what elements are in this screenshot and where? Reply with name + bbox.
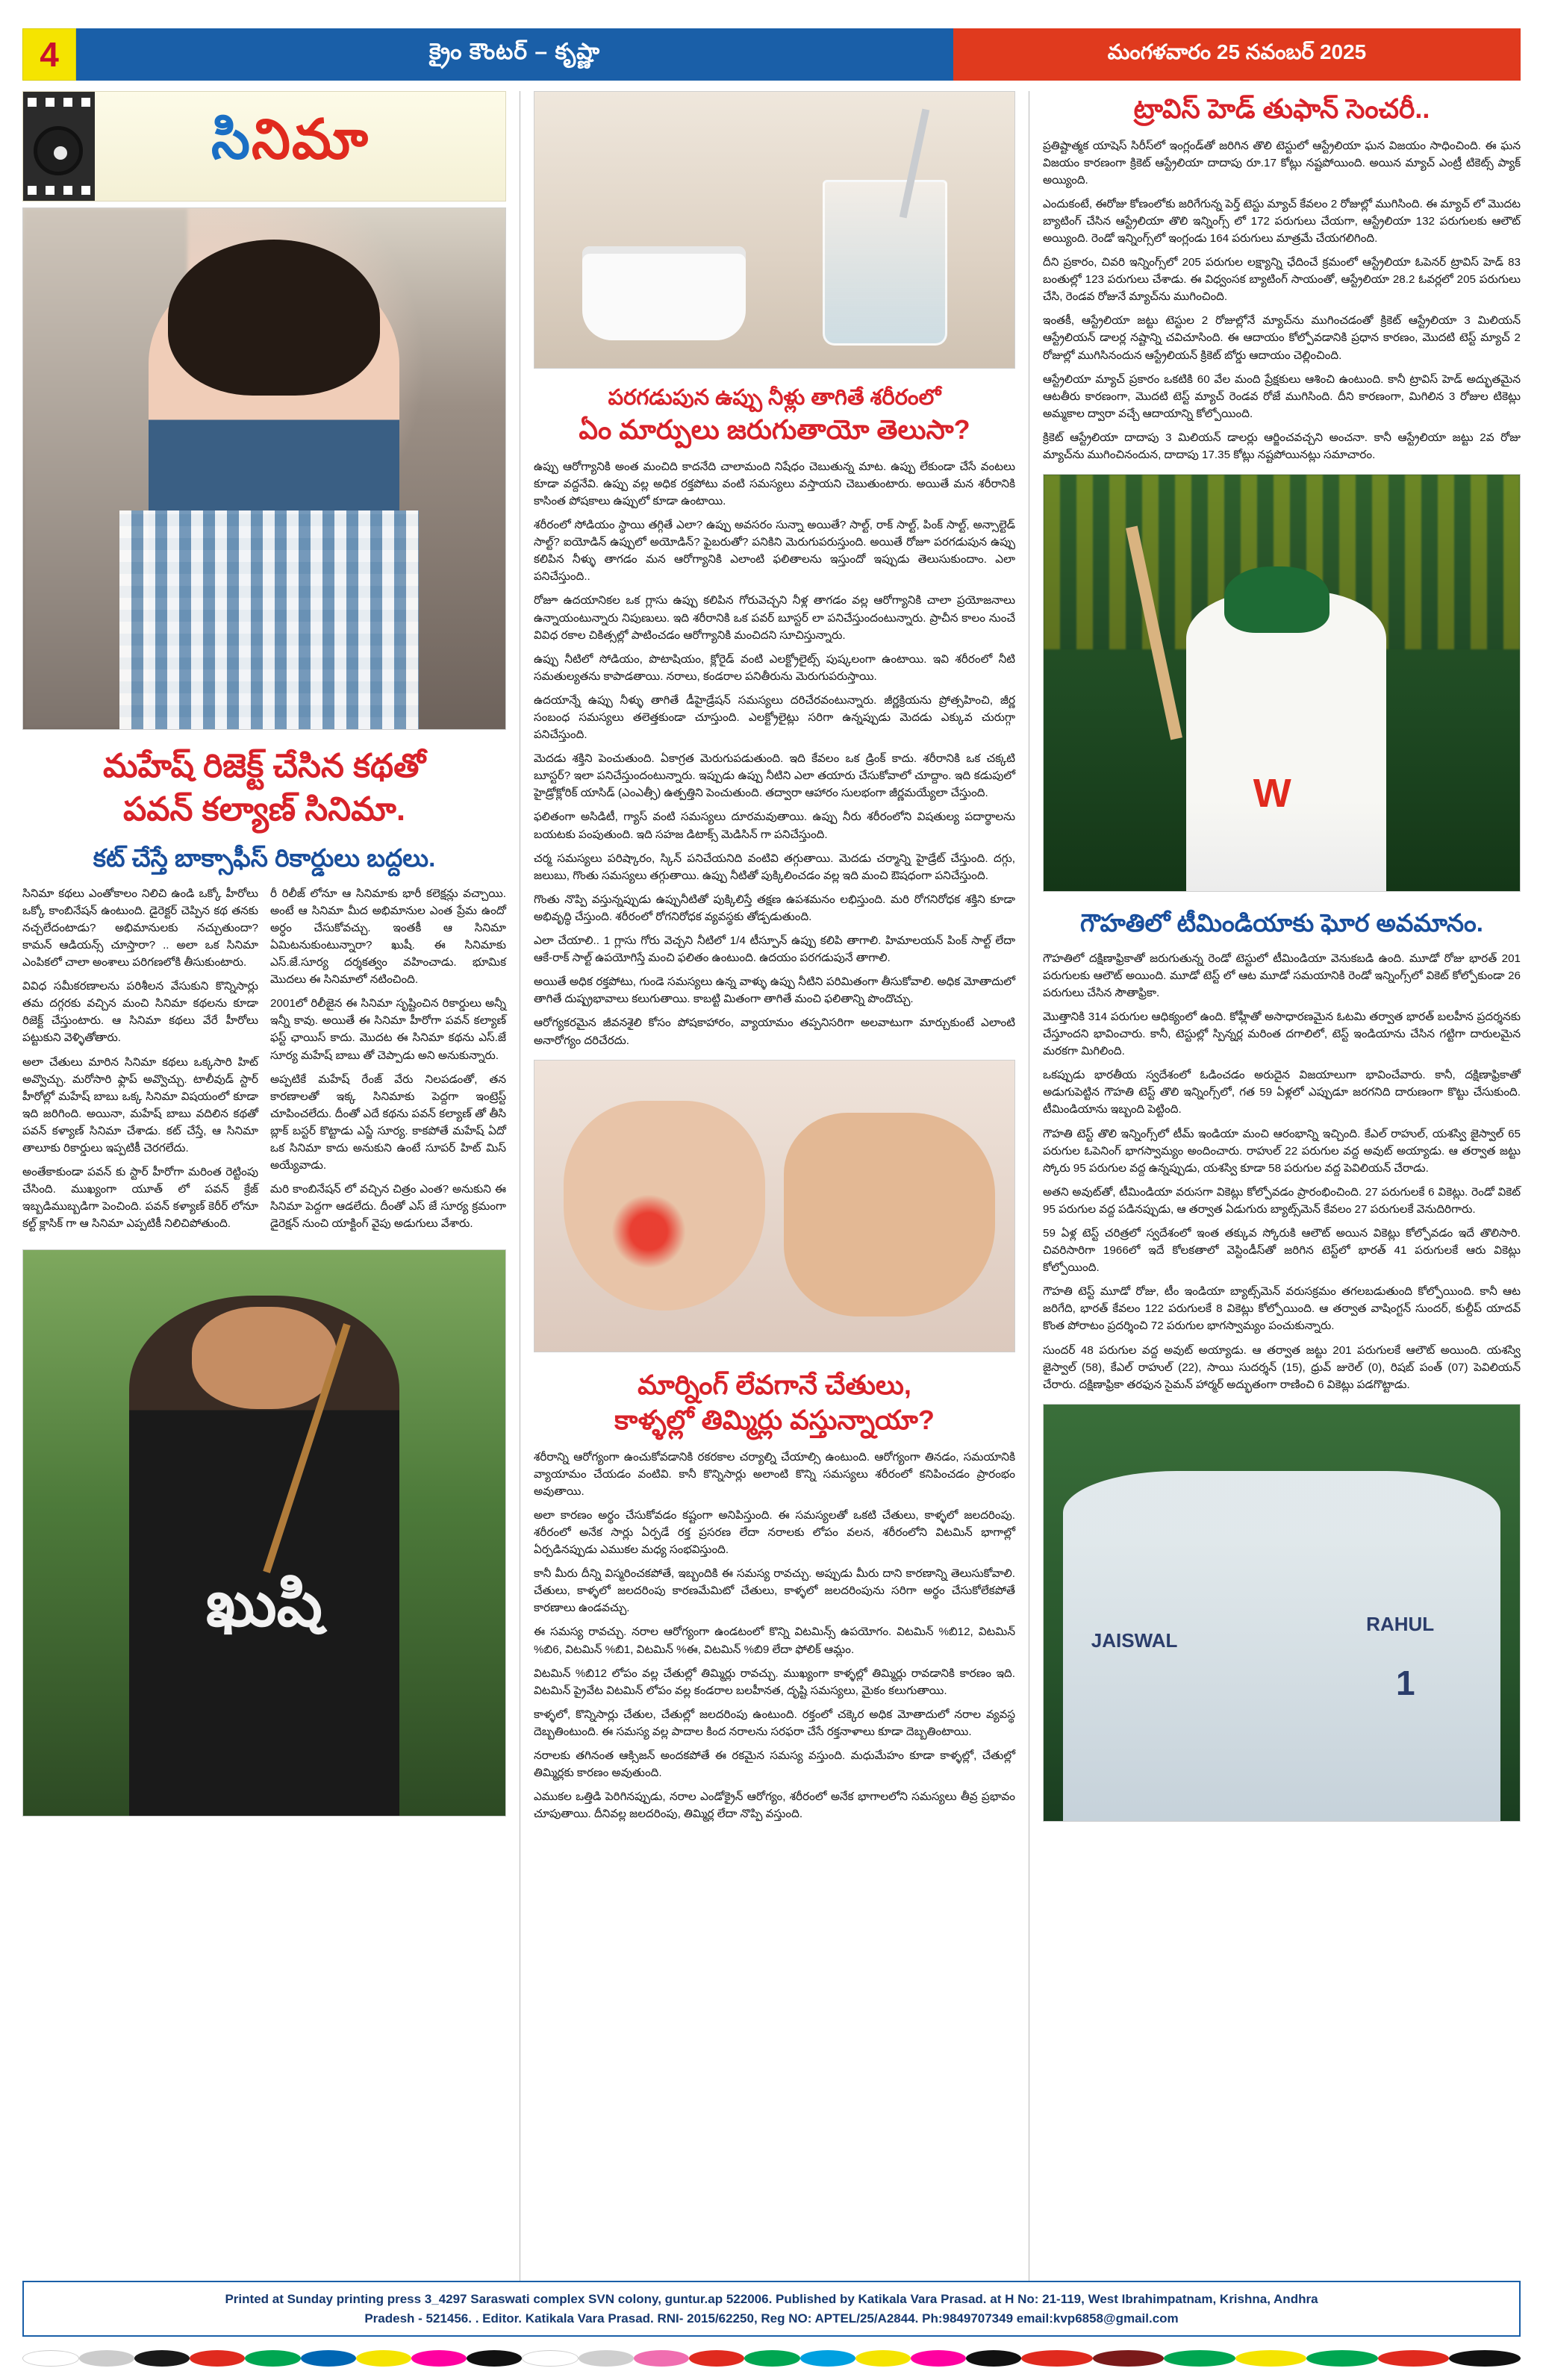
paragraph: అతని అవుట్‌తో, టీమిండియా వరుసగా వికెట్లు కోల్పోవడం ప్రారంభించింది. 27 పరుగులకే 6 వికెట్లు. రెండో వికెట్ 95 పరుగుల వద్ద పడినప్పుడు, ఆ తర్వాత ఏడుగురు బ్యాట్స్‌మెన్ కేవలం 27 పరుగులకే వెనుదిరిగారు. — [1043, 1185, 1521, 1216]
color-swatch — [301, 2350, 356, 2367]
color-swatch — [1093, 2350, 1165, 2367]
paragraph: ఈ సమస్య రావచ్చు. నరాల ఆరోగ్యంగా ఉండటంలో కొన్ని విటమిన్స్ ఉపయోగం. విటమిన్ %బి12, విటమిన్ %బి6, విటమిన్ %బి1, విటమిన్ %ఈ, విటమిన్ %బి9 లేదా ఫోలిక్ ఆమ్లం. — [534, 1625, 1015, 1656]
masthead-date: మంగళవారం 25 నవంబర్ 2025 — [953, 28, 1521, 81]
paragraph: ఆస్ట్రేలియా మ్యాచ్ ప్రకారం ఒకటికి 60 వేల మంది ప్రేక్షకులు ఆశించి ఉంటుంది. కానీ ట్రావిస్ హెడ్ అద్భుతమైన ఆటతీరు కారణంగా, మొదటి టెస్ట్ మ్యాచ్ రెండవ రోజే ముగిసింది. దీని కారణంగా, మిగిలిన 3 రోజుల టికెట్లు అమ్మకాల ద్వారా వచ్చే ఆదాయాన్ని కోల్పోయింది. — [1043, 372, 1521, 420]
paragraph: విటమిన్ %బి12 లోపం వల్ల చేతుల్లో తిమ్మిర్లు రావచ్చు. ముఖ్యంగా కాళ్ళల్లో తిమ్మిర్లు రావడానికి కారణం ఇది. విటమిన్ ప్రైవేట విటమిన్ లోపం వల్ల కండరాల బలహీనత, దృష్టి సమస్యలు, మైకం కలుగుతాయి. — [534, 1667, 1015, 1697]
color-swatch — [467, 2350, 522, 2367]
paragraph: అప్పటికే మహేష్ రేంజ్ వేరు నిలపడంతో, తన కారణాలతో ఇక్క సినిమాకు పెద్దగా ఇంట్రెస్ట్ చూపించలేదు. దీంతో ఎదే కథను పవన్ కల్యాణ్ తో తీసి బ్లాక్ బస్టర్ కొట్టాడు ఎస్జే సూర్య. కాకపోతే మహేష్ ఏదో ఒక సినిమా కాదు అనుకుని ఉంటే సూపర్ హిట్ మిస్ అయ్యేవాడు. — [270, 1072, 506, 1172]
paragraph: ఇంతకీ, ఆస్ట్రేలియా జట్టు టెస్టుల 2 రోజుల్లోనే మ్యాచ్‌ను ముగించడంతో క్రికెట్ ఆస్ట్రేలియా 3 మిలియన్ ఆస్ట్రేలియన్ డాలర్ల నష్టాన్ని చవిచూసింది. ఈ ఆదాయం కోల్పోవడానికి ప్రధాన కారణం, మొదటి టెస్ట్ మ్యాచ్ 2 రోజుల్లో ముగిసినందున ఆస్ట్రేలియన్ క్రికెట్ బోర్డు ఆదాయం చెల్లించింది. — [1043, 314, 1521, 362]
paragraph: ఎముకల ఒత్తిడి పెరిగినప్పుడు, నరాల ఎండోక్రైన్ ఆరోగ్యం, శరీరంలో అనేక భాగాలలోని సమస్యలు తీవ్ర ప్రభావం చూపుతాయి. దీనివల్ల జలదరింపు, తిమ్మిర్ల లేదా నొప్పి వస్తుంది. — [534, 1790, 1015, 1821]
pain-highlight — [611, 1194, 686, 1269]
cinema-logo-part1: సి — [211, 108, 252, 170]
color-swatch — [134, 2350, 190, 2367]
color-swatch — [245, 2350, 300, 2367]
color-swatch — [1378, 2350, 1450, 2367]
print-color-calibration-bar — [22, 2349, 1521, 2368]
paragraph: ఎందుకంటే, ఈరోజు కోణంలోకు జరిగేగున్న పెర్త్ టెస్టు మ్యాచ్ కేవలం 2 రోజుల్లో ముగిసింది. ఈ మ్యాచ్ లో మొదట బ్యాటింగ్ చేసిన ఆస్ట్రేలియా తొలి ఇన్నింగ్స్ లో 172 పరుగులు చేయగా, ఆస్ట్రేలియా 132 పరుగులకు ఆలౌట్ అయ్యింది. రెండో ఇన్నింగ్స్‌లో ఇంగ్లండు 164 పరుగులు మాత్రమే చేయగలిగింది. — [1043, 197, 1521, 245]
paragraph: ఎలా చేయాలి.. 1 గ్లాసు గోరు వెచ్చని నీటిలో 1/4 టీస్పూన్ ఉప్పు కలిపి తాగాలి. హిమాలయన్ పింక్ సాల్ట్ లేదా ఆకే-రాక్ సాల్ట్ ఉపయోగిస్తే మంచి ఫలితం ఉంటుంది. ఉదయం పరగడుపునే తాగాలి. — [534, 934, 1015, 965]
color-swatch-group-left — [22, 2349, 522, 2368]
col2-article2-body — [534, 1449, 1015, 1823]
paragraph: రీ రిలీజ్ లోనూ ఆ సినిమాకు భారీ కలెక్షన్లు వచ్చాయి. అంటే ఆ సినిమా మీద అభిమానుల ఎంత ప్రేమ ఉందో అర్ధం చేసుకోవచ్చు. ఇంతకీ ఆ సినిమా ఏమిటనుకుంటున్నారా? ఖుషీ. ఈ సినిమాకు ఎస్.జే.సూర్య దర్శకత్వం వహించాడు. భూమిక మొదలు ఈ సినిమాలో నటించింది. — [270, 887, 506, 987]
paragraph: ఉప్పు నీటిలో సోడియం, పొటాషియం, క్లోరైడ్ వంటి ఎలక్ట్రోలైట్స్ పుష్కలంగా ఉంటాయి. ఇవి శరీరంలో నీటి సమతుల్యతను కాపాడతాయి. నరాలు, కండరాల పనితీరును మెరుగుపరుస్తాయి. — [534, 652, 1015, 683]
team-india-photo — [1043, 1404, 1521, 1822]
footer-line-1: Printed at Sunday printing press 3_4297 Saraswati complex SVN colony, guntur.ap 522006. Published by Katikala Vara Prasad. at H No: 21-119, West Ibrahimpatnam, Krishna, Andhra — [225, 2292, 1318, 2306]
paragraph: అలా చేతులు మారిన సినిమా కథలు ఒక్కసారి హిట్ అవ్వొచ్చు. మరోసారి ఫ్లాప్ అవ్వొచ్చు. టాలీవుడ్ స్టార్ హీరోల్లో మహేష్ బాబు ఒక్క సినిమా విషయంలో కూడా ఇది జరిగింది. అయినా, మహేష్ బాబు వదిలిన కథతో పవన్ కళ్యాణ్ సినిమా చేశాడు. కట్ చేస్తే, ఆ సినిమా తాలూకు రికార్డులు ఇప్పటికీ చెరగలేదు. — [22, 1055, 258, 1155]
paragraph: క్రికెట్ ఆస్ట్రేలియా దాదాపు 3 మిలియన్ డాలర్లు ఆర్జించవచ్చని అంచనా. కానీ ఆస్ట్రేలియా జట్టు 2వ రోజు మ్యాచ్‌ను ముగించినందున, దాదాపు 17.35 కోట్లు నష్టపోయినట్లు సమాచారం. — [1043, 431, 1521, 462]
footer-line-2: Pradesh - 521456. . Editor. Katikala Vara Prasad. RNI- 2015/62250, Reg NO: APTEL/25/A2844. Ph:9849707349 email:kvp6858@gmail.com — [364, 2311, 1179, 2326]
color-swatch — [744, 2350, 799, 2367]
page-number: 4 — [22, 28, 76, 81]
film-reel-icon — [34, 126, 83, 175]
color-swatch — [911, 2350, 966, 2367]
masthead-section-title: క్రైం కౌంటర్ – కృష్ణా — [76, 28, 953, 81]
color-swatch — [22, 2350, 79, 2367]
paragraph: అలా కారణం అర్థం చేసుకోవడం కష్టంగా అనిపిస్తుంది. ఈ సమస్యలతో ఒకటి చేతులు, కాళ్ళలో జలదరింపు. శరీరంలో అనేక సార్లు ఏర్పడే రక్త ప్రసరణ లేదా నరాలకు లోపం వలన, శరీరంలోని విటమిన్ భాగాల్లో ఏర్పడినప్పుడు ఎముకల మధ్య సంభవిస్తుంది. — [534, 1508, 1015, 1557]
photo-subject-face — [192, 1307, 337, 1408]
color-swatch — [579, 2350, 634, 2367]
color-swatch — [411, 2350, 467, 2367]
paragraph: గౌహతి టెస్ట్ మూడో రోజు, టీం ఇండియా బ్యాట్స్‌మెన్ వరుసక్రమం తగలబడుతుంది కోల్పోయింది. కానీ ఆట జరిగేది, భారత్ కేవలం 122 పరుగులకే 8 వికెట్లు కోల్పోయింది. ఆ తర్వాత వాషింగ్టన్ సుందర్, కుల్దీప్ యాదవ్ కొంత పోరాటం ప్రదర్శించి 72 పరుగుల భాగస్వామ్యం పంచుకున్నారు. — [1043, 1285, 1521, 1333]
color-swatch — [689, 2350, 744, 2367]
salt-bowl — [582, 246, 746, 340]
feet-numbness-photo — [534, 1060, 1015, 1352]
col2-headline-line1: పరగడుపున ఉప్పు నీళ్లు తాగితే శరీరంలో — [608, 386, 941, 410]
travis-head-photo — [1043, 474, 1521, 892]
newspaper-page-body — [22, 91, 1521, 2290]
cinema-section-logo — [22, 91, 506, 202]
water-glass — [823, 180, 947, 346]
col2-article-body — [534, 458, 1015, 1049]
paragraph: శరీరంలో సోడియం స్థాయి తగ్గితే ఎలా? ఉప్పు అవసరం సున్నా అయితే? సాల్ట్, రాక్ సాల్ట్, పింక్ సాల్ట్, అన్సాల్టెడ్ సాల్ట్? ఐయోడిన్ ఉప్పులో అయోడిన్? ఫైబరుతో? పనికిని మెరుగుపరుస్తుంది. అయితే రోజూ పరగడుపున ఉప్పు కలిపిన నీళ్ళు తాగడం మన ఆరోగ్యానికి ఎలాంటి ఫలితాలను ఇస్తుందో ఇప్పుడు తెలుసుకుందాం. ఎలా పనిచేస్తుంది.. — [534, 519, 1015, 584]
sponsor-logo: W — [1253, 770, 1291, 816]
masthead — [22, 28, 1521, 81]
actress-portrait-photo — [22, 207, 506, 730]
color-swatch — [1449, 2350, 1521, 2367]
paragraph: గౌహతిలో దక్షిణాఫ్రికాతో జరుగుతున్న రెండో టెస్టులో టీమిండియా వెనుకబడి ఉంది. మూడో రోజు భారత్ 201 పరుగులకు ఆలౌట్ అయింది. మూడో టెస్ట్ లో ఆట మూడో సమయానికి రెండో ఇన్నింగ్స్‌లో వికెట్ కోల్పోకుండా 26 పరుగులు చేసిన సౌతాఫ్రికా. — [1043, 952, 1521, 999]
jersey-name-right: RAHUL — [1366, 1612, 1435, 1635]
color-swatch — [190, 2350, 245, 2367]
column-1 — [22, 91, 506, 2290]
paragraph: ప్రతిష్టాత్మక యాషెస్ సిరీస్‌లో ఇంగ్లండ్‌తో జరిగిన తొలి టెస్టులో ఆస్ట్రేలియా ఘన విజయం సాధించింది. ఈ ఘన విజయం కారణంగా క్రికెట్ ఆస్ట్రేలియా దాదాపు రూ.17 కోట్లు నష్టపోయింది. అయిన మ్యాచ్ ఎంట్రీ టికెట్స్ ప్యాక్ అయ్యింది. — [1043, 139, 1521, 187]
color-swatch — [1306, 2350, 1378, 2367]
paragraph: ఫలితంగా అసిడిటీ, గ్యాస్ వంటి సమస్యలు దూరమవుతాయి. ఉప్పు నీరు శరీరంలోని విషతుల్య పదార్థాలను బయటకు పంపుతుంది. ఇది సహజ డిటాక్స్ మెడిసిన్ గా పనిచేస్తుంది. — [534, 810, 1015, 841]
column-3 — [1043, 91, 1521, 2290]
pawan-kalyan-poster-photo — [22, 1249, 506, 1817]
color-swatch — [79, 2350, 134, 2367]
color-swatch — [1164, 2350, 1235, 2367]
col3-headline2: గౌహతిలో టీమిండియాకు ఘోర అవమానం. — [1080, 909, 1483, 937]
paragraph: మొత్తానికి 314 పరుగుల ఆధిక్యంలో ఉంది. కోహ్లీతో అసాధారణమైన ఓటమి తర్వాత భారత్ బలహీన ప్రదర్శనకు చేస్తూందని భావించారు. కానీ, టెస్టుల్లో స్పిన్నర్ల మరింత దగాలిలో, టెస్ట్ ఇండియాను చేసిన గట్టిగా దారులమైన మరకగా మిగిలింది. — [1043, 1010, 1521, 1058]
paragraph: అంతేకాకుండా పవన్ కు స్టార్ హీరోగా మరింత రెట్టింపు చేసింది. ముఖ్యంగా యూత్ లో పవన్ క్రేజ్ ఇబ్బడిముబ్బడిగా పెంచింది. పవన్ కళ్యాణ్ కెరీర్ లోనూ కల్ట్ క్లాసిక్ గా ఆ సినిమా ఎప్పటికీ నిలిచిపోతుంది. — [22, 1166, 258, 1231]
paragraph: గౌహతి టెస్ట్ తొలి ఇన్నింగ్స్‌లో టీమ్ ఇండియా మంచి ఆరంభాన్ని ఇచ్చింది. కేఎల్ రాహుల్, యశస్వి జైస్వాల్ 65 పరుగుల ఓపెనింగ్ భాగస్వామ్యం అందించారు. రాహుల్ 22 పరుగుల వద్ద అవుట్ అయ్యాడు. ఆ తర్వాత జట్టు స్కోరు 95 పరుగుల వద్ద ఉన్నప్పుడు, యశస్వి కూడా 58 పరుగుల వద్ద పెవిలియన్ చేరాడు. — [1043, 1127, 1521, 1175]
color-swatch-group-right — [1021, 2349, 1521, 2368]
color-swatch — [855, 2350, 911, 2367]
paragraph: దీని ప్రకారం, చివరి ఇన్నింగ్స్‌లో 205 పరుగుల లక్ష్యాన్ని ఛేదించే క్రమంలో ఆస్ట్రేలియా ఓపెనర్ ట్రావిస్ హెడ్ 83 బంతుల్లో 123 పరుగులు చేశాడు. ఈ విధ్వంసక బ్యాటింగ్ సాయంతో, ఆస్ట్రేలియా 28.2 ఓవర్లలో 205 పరుగులు చేసి, రెండవ రోజునే మ్యాచ్‌ను ముగించింది. — [1043, 256, 1521, 304]
paragraph: వివిధ సమీకరణాలను పరిశీలన వేసుకుని కొన్నిసార్లు తమ దగ్గరకు వచ్చిన మంచి సినిమా కథలను కూడా రిజెక్ట్ చేస్తుంటారు. ఆ సినిమా కథలు వేరే హీరోలు పట్టుకుని వెళ్ళితోతారు. — [22, 980, 258, 1045]
color-swatch-group-middle — [522, 2349, 1021, 2368]
color-swatch — [1235, 2350, 1307, 2367]
col1-article-body — [22, 885, 506, 1240]
tshirt-text: ఖుషి — [205, 1567, 322, 1640]
color-swatch — [800, 2350, 855, 2367]
color-swatch — [634, 2350, 689, 2367]
paragraph: మెదడు శక్తిని పెంచుతుంది. ఏకాగ్రత మెరుగుపడుతుంది. ఇది కేవలం ఒక డ్రింక్ కాదు. శరీరానికి ఒక చక్కటి బూస్టర్? ఇలా పనిచేస్తుందంటున్నారు. ఇప్పుడు ఉప్పు నీటిని ఎలా తయారు చేసుకోవాలో చూద్దాం. ఇది కడుపులో హైడ్రోక్లోరిక్ యాసిడ్ (ఎంఎత్సీ) ఉత్పత్తిని పెంచుతుంది. తద్వారా ఆహారం సులభంగా జీర్ణమయ్యేలా చేస్తుంది. — [534, 752, 1015, 800]
col1-headline-line1: మహేష్ రిజెక్ట్ చేసిన కథతో — [102, 748, 426, 784]
paragraph: ఒకప్పుడు భారతీయ స్వదేశంలో ఓడించడం అరుదైన విజయాలుగా భావించేవారు. కానీ, దక్షిణాఫ్రికాతో అడుగుపెట్టిన గౌహతి టెస్ట్ తొలి ఇన్నింగ్స్‌లో, గత 59 ఏళ్లలో ఎప్పుడూ జరగనిది దారుణంగా కొట్టు చేసుకుంది. టీమిండియాను ఇబ్బంది పెట్టింది. — [1043, 1069, 1521, 1116]
paragraph: కాళ్ళలో, కొన్నిసార్లు చేతుల, చేతుల్లో జలదరింపు ఉంటుంది. రక్తంలో చక్కెర అధిక మోతాదులో నరాల వ్యవస్థ దెబ్బతింటుంది. ఈ సమస్య వల్ల పాదాల కింద నరాలను సరఫరా చేసే రక్తనాళాలు కూడా దెబ్బతింటాయి. — [534, 1708, 1015, 1738]
column-2 — [534, 91, 1015, 2290]
paragraph: ఆరోగ్యకరమైన జీవనశైలి కోసం పోషకాహారం, వ్యాయామం తప్పనిసరిగా అలవాటుగా మార్చుకుంటే ఎలాంటి అనారోగ్యం దరిచేరదు. — [534, 1016, 1015, 1047]
paragraph: గొంతు నొప్పి వస్తున్నప్పుడు ఉప్పునీటితో పుక్కిలిస్తే తక్షణ ఉపశమనం లభిస్తుంది. మరి రోగనిరోధక శక్తిని కూడా అభివృద్ధి చేస్తుంది. శరీరంలో రోగనిరోధక వ్యవస్థకు తోడ్పడుతుంది. — [534, 893, 1015, 923]
paragraph: సుందర్ 48 పరుగుల వద్ద అవుట్ అయ్యాడు. ఆ తర్వాత జట్టు 201 పరుగులకే ఆలౌట్ అయింది. యశస్వి జైస్వాల్ (58), కేఎల్ రాహుల్ (22), సాయి సుదర్శన్ (15), ధ్రువ్ జురెల్ (0), రిషబ్ పంత్ (07) పెవిలియన్ చేరారు. దక్షిణాఫ్రికా తరఫున సైమన్ హార్మర్ అద్భుతంగా రాణించి 6 వికెట్లు పడగొట్టాడు. — [1043, 1343, 1521, 1391]
paragraph: శరీరాన్ని ఆరోగ్యంగా ఉంచుకోవడానికి రకరకాల చర్యాల్ని చేయాల్సి ఉంటుంది. ఆరోగ్యంగా తినడం, సమయానికి వ్యాయామం చేయడం వంటివి. కానీ కొన్నిసార్లు అలాంటి కొన్ని సమస్యలు శరీరంలో కనిపించడం ప్రారంభం అవుతాయి. — [534, 1450, 1015, 1498]
col2-headline2-line2: కాళ్ళల్లో తిమ్మిర్లు వస్తున్నాయా? — [614, 1405, 935, 1436]
paragraph: అయితే అధిక రక్తపోటు, గుండె సమస్యలు ఉన్న వాళ్ళు ఉప్పు నీటిని పరిమితంగా తీసుకోవాలి. అధిక మోతాదులో తాగితే దుష్ప్రభావాలు కలుగుతాయి. కాబట్టి మితంగా తాగితే మంచి ఫలితాన్ని పొందొచ్చు. — [534, 975, 1015, 1006]
col2-headline-line2: ఏం మార్పులు జరుగుతాయో తెలుసా? — [579, 414, 970, 446]
paragraph: ఉప్పు ఆరోగ్యానికి అంత మంచిది కాదనేది చాలామంది నిషేధం చెబుతున్న మాట. ఉప్పు లేకుండా చేసే వంటలు కూడా వద్దనేవి. ఉప్పు వల్ల అధిక రక్తపోటు వంటి సమస్యలు వస్తాయని చెబుతుంటారు. అయితే మన శరీరానికి కాసింత పోషకాలు ఉప్పులో కూడా ఉంటాయి. — [534, 460, 1015, 507]
paragraph: కానీ మీరు దీన్ని విస్మరించకపోతే, ఇబ్బందికి ఈ సమస్య రావచ్చు. అప్పుడు మీరు దాని కారణాన్ని తెలుసుకోవాలి. చేతులు, కాళ్ళలో జలదరింపు కారణమేమిటో చేతులు, కాళ్ళలో జలదరింపును సరిగా అర్థం చేసుకోలేకపోతే కారణాలు ఉండవచ్చు. — [534, 1567, 1015, 1615]
hands-illustration — [784, 1113, 995, 1317]
paragraph: మరి కాంబినేషన్ లో వచ్చిన చిత్రం ఎంత? అనుకుని ఈ సినిమా పెద్దగా ఆడలేదు. దీంతో ఎస్ జే సూర్య క్రమంగా డైరెక్షన్ నుంచి యాక్టింగ్ వైపు అడుగులు వేశారు. — [270, 1183, 506, 1231]
col3-article1-body — [1043, 137, 1521, 464]
paragraph: ఉదయాన్నే ఉప్పు నీళ్ళు తాగితే డీహైడ్రేషన్ సమస్యలు దరిచేరవంటున్నారు. జీర్ణక్రియను ప్రోత్సహించి, జీర్ణ సంబంధ సమస్యలు తలెత్తకుండా చూస్తుంది. ఎలక్ట్రోలైట్లు సరిగా ఉన్నప్పుడు మెదడు ఎక్కువ చురుగ్గా పనిచేస్తుంది. — [534, 693, 1015, 742]
cricketer-figure — [1186, 591, 1386, 891]
paragraph: నరాలకు తగినంత ఆక్సిజన్ అందకపోతే ఈ రకమైన సమస్య వస్తుంది. మధుమేహం కూడా కాళ్ళల్లో, చేతుల్లో తిమ్మిర్లకు కారణం అవుతుంది. — [534, 1749, 1015, 1780]
col3-headline1: ట్రావిస్ హెడ్ తుఫాన్ సెంచరీ.. — [1133, 93, 1430, 124]
col3-article2-body — [1043, 950, 1521, 1393]
col2-headline2-line1: మార్నింగ్ లేవగానే చేతులు, — [638, 1369, 911, 1400]
paragraph: 59 ఏళ్ల టెస్ట్ చరిత్రలో స్వదేశంలో ఇంత తక్కువ స్కోరుకి ఆలౌట్ అయిన వికెట్లు కోల్పోవడం ఇదే తొలిసారి. చివరిసారిగా 1966లో ఇదే కోలకతాలో వెస్టిండీస్‌తో జరిగిన టెస్ట్‌లో భారత్ 41 పరుగులకే ఆరు వికెట్లు కోల్పోయింది. — [1043, 1226, 1521, 1275]
color-swatch — [966, 2350, 1021, 2367]
paragraph: చర్మ సమస్యలు పరిష్కారం, స్కిన్ పనిచేయనిది వంటివి తగ్గుతాయి. మెదడు చర్మాన్ని హైడ్రేట్ చేస్తుంది. దగ్గు, జలుబు, గొంతు సమస్యలు తగ్గుతాయి. ఉప్పు నీటితో పుక్కిలించడం వల్ల ఇది మంచి ఔషధంగా పనిచేస్తుంది. — [534, 852, 1015, 882]
jersey-name-left: JAISWAL — [1091, 1629, 1178, 1652]
helmet-icon — [1224, 566, 1329, 633]
color-swatch — [522, 2350, 579, 2367]
cinema-logo-part2: నిమా — [251, 108, 370, 170]
col1-subheadline: కట్ చేస్తే బాక్సాఫీస్ రికార్డులు బద్దలు. — [93, 844, 436, 872]
col1-headline-line2: పవన్ కల్యాణ్ సినిమా. — [122, 791, 406, 828]
color-swatch — [356, 2350, 411, 2367]
salt-water-photo — [534, 91, 1015, 369]
color-swatch — [1021, 2350, 1093, 2367]
paragraph: సినిమా కథలు ఎంతోకాలం నిలిచి ఉండి ఒక్కో హీరోలు ఒక్కో కాంబినేషన్ ఉంటుంది. డైరెక్టర్ చెప్పిన కథ తనకు నచ్చలేదంటాడు? అభిమానులకు నచ్చుతుందా? కామన్ ఆడియన్స్ చూస్తారా? .. అలా ఒక సినిమా ఎంపికలో చాలా అంశాలు పరిగణలోకి తీసుకుంటారు. — [22, 887, 258, 969]
paragraph: 2001లో రిలీజైన ఈ సినిమా సృష్టించిన రికార్డులు అన్నీ ఇన్నీ కావు. అయితే ఈ సినిమా హీరోగా పవన్ కల్యాణ్ ఫస్ట్ ఛాయిస్ కాదు. మొదట ఈ సినిమా కథను ఎస్.జే సూర్య మహేష్ బాబు తో చెప్పాడు అని అనుకున్నారు. — [270, 997, 506, 1062]
photo-subject-shirt — [119, 510, 419, 729]
photo-subject-hair — [168, 240, 380, 396]
jersey-number: 1 — [1396, 1663, 1415, 1702]
footer-imprint — [22, 2281, 1521, 2337]
paragraph: రోజూ ఉదయానికల ఒక గ్లాసు ఉప్పు కలిపిన గోరువెచ్చని నీళ్ల తాగడం వల్ల ఆరోగ్యానికి చాలా ప్రయోజనాలు ఉన్నాయంటున్నారు నిపుణులు. ఇది శరీరానికి ఒక పవర్ బూస్టర్ లా పనిచేస్తుందంటున్నారు. ప్రాచీన కాలం నుంచే వివిధ రకాల చికిత్సల్లో పాటించడం ఆరోగ్యానికి మంచిదని సూచిస్తున్నారు. — [534, 594, 1015, 642]
